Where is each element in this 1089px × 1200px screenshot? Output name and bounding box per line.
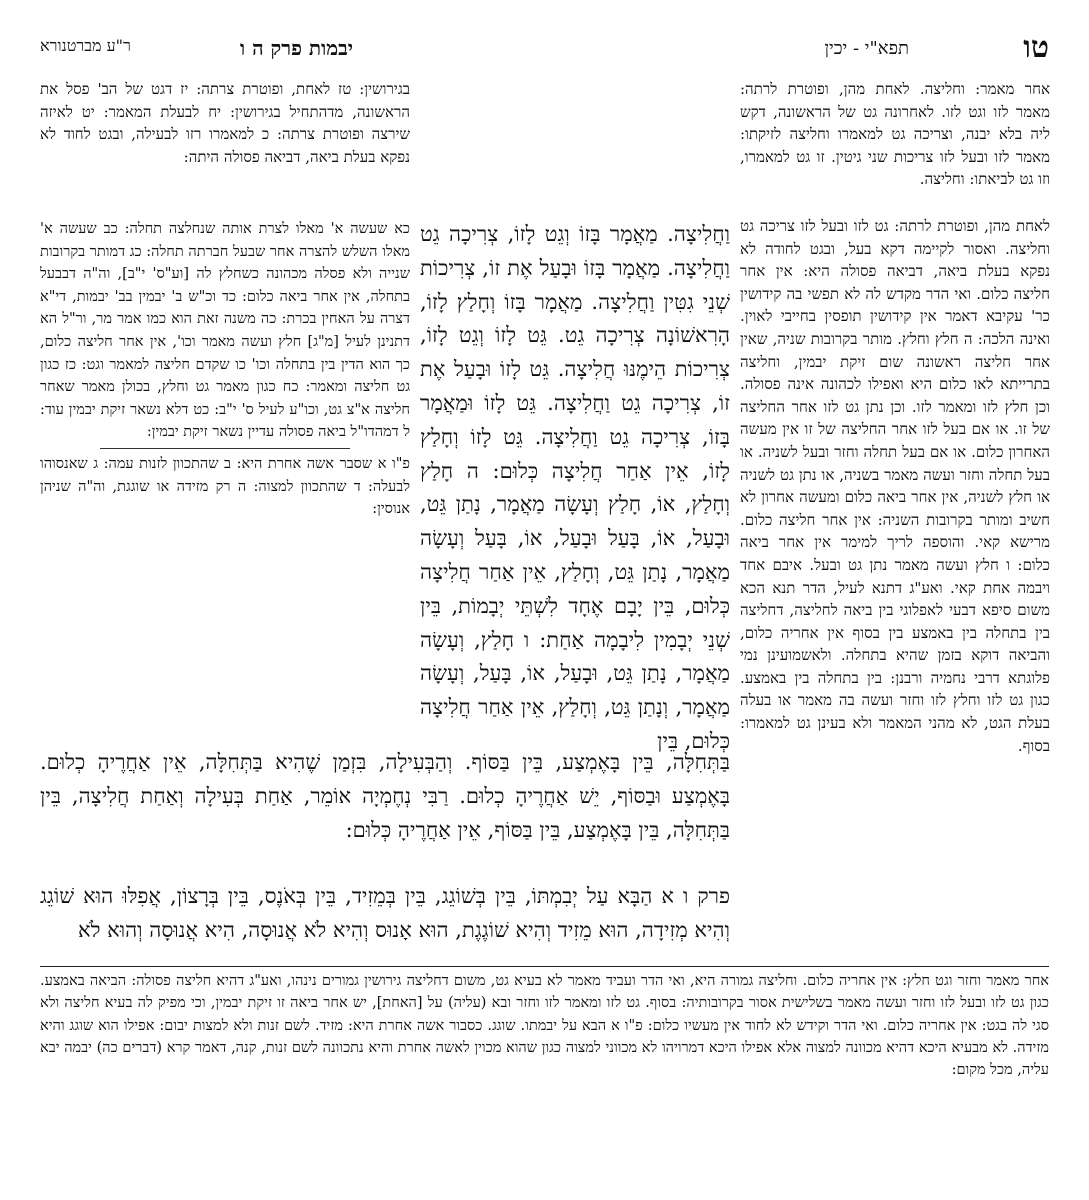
tosafot-top-text: בגירושין: טז לאחת, ופוטרת צרתה: יז דגט של הב' פסל את הראשונה, מדהתחיל בגירושין: יח לבעלת המאמר: יט לאיזה שירצה ופוטרת צרתה: כ למאמרו רזו לבעילה, ובגט לחוד לא נפקא בעלת ביאה, דביאה פסולה היתה: bbox=[40, 80, 410, 166]
tosafot-lower-text bbox=[40, 218, 410, 521]
footer-divider bbox=[40, 966, 1049, 967]
tosafot-yomtov-title: תפא"י - יכין bbox=[824, 38, 909, 59]
bartenura-lower-text: לאחת מהן, ופוטרת לרתה: גט לזו ובעל לזו צריכה גט וחליצה. ואסור לקיימה דקא בעל, ובגט לחודה לא נפקא בעלת ביאה, דביאה פסולה היא: אין אחר חליצה כלום. ואי הדר מקדש לה לא תפשי בה קידושין כר' עקיבא דאמר אין קידושין תופסין בחייבי לאוין. ואינה הלכה: ה חלץ וחלץ. מותר בקרובות שניה, שאין אחר חליצה ראשונה שום זיקת יבמין, וחליצה בתרייתא לאו כלום היא ואפילו לכהונה אינה פסולה. וכן חלץ לזו ומאמר לזו. וכן נתן גט לזו אחר החליצה של זו. או אם בעל לזו אחר החליצה של זו אין מעשה האחרון כלום. או אם בעל תחלה וחזר ובעל לשניה. או בעל תחלה וחזר ועשה מאמר בשניה, או נתן גט לשניה או חלץ לשניה, אין אחר ביאה כלום ומעשה אחרון לא חשיב ומותר בקרובות השניה: אין אחר חליצה כלום. מרישא קאי. והוספה לריך למימר אין אחר ביאה כלום: ו חלץ ועשה מאמר נתן גט ובעל. איבם אחד ויבמה אחת קאי. ואע"ג דתנא לעיל, הדר תנא הכא משום סיפא דבעי לאפלוגי בין ביאה לחליצה, דחליצה בין בתחלה בין באמצע בין בסוף אין אחריה כלום, והביאה דוקא בזמן שהיא בתחלה. ולאשמועינן נמי פלוגתא דרבי נחמיה ורבנן: בין בתחלה בין באמצע. כגון גט לזו וחלץ לזו וחזר ועשה בה מאמר או בעלה בעלת הגט, לא מהני המאמר ולא בעינן גט למאמרו: בסוף. bbox=[740, 217, 1050, 755]
mishnah-text-upper: וַחֲלִיצָה. מַאֲמָר בָּזוֹ וְגֵט לָזוֹ, צְרִיכָה גֵט וַחֲלִיצָה. מַאֲמָר בָּזוֹ וּבָעַל אֶת זוֹ, צְרִיכוֹת שְׁנֵי גִטִּין וַחֲלִיצָה. מַאֲמָר בָּזוֹ וְחָלַץ לָזוֹ, הָרִאשׁוֹנָה צְרִיכָה גֵט. גֵּט לָזוֹ וְגֵט לָזוֹ, צְרִיכוֹת הֵימֶנּוּ חֲלִיצָה. גֵּט לָזוֹ וּבָעַל אֶת זוֹ, צְרִיכָה גֵט וַחֲלִיצָה. גֵּט לָזוֹ וּמַאֲמָר בָּזוֹ, צְרִיכָה גֵט וַחֲלִיצָה. גֵּט לָזוֹ וְחָלַץ לָזוֹ, אֵין אַחַר חֲלִיצָה כְּלוּם: ה חָלַץ וְחָלַץ, אוֹ, חָלַץ וְעָשָׂה מַאֲמָר, נָתַן גֵּט, וּבָעַל, אוֹ, בָּעַל וּבָעַל, אוֹ, בָּעַל וְעָשָׂה מַאֲמָר, נָתַן גֵּט, וְחָלַץ, אֵין אַחַר חֲלִיצָה כְּלוּם, בֵּין יָבָם אֶחָד לִשְׁתֵּי יְבָמוֹת, בֵּין שְׁנֵי יְבָמִין לִיבָמָה אַחַת: ו חָלַץ, וְעָשָׂה מַאֲמָר, נָתַן גֵּט, וּבָעַל, אוֹ, בָּעַל, וְעָשָׂה מַאֲמָר, וְנָתַן גֵּט, וְחָלַץ, אֵין אַחַר חֲלִיצָה כְּלוּם, בֵּין bbox=[420, 222, 730, 753]
bartenura-top-text: אחר מאמר: וחליצה. לאחת מהן, ופוטרת לרתה: מאמר לזו וגט לזו. לאחרונה גט של הראשונה, דקש ליה בלא יבנה, וצריכה גט למאמרו וחליצה לזיקתו: מאמר לזו ובעל לזו צריכות שני גיטין. זו גט למאמרו, וזו גט לביאתו: וחליצה. bbox=[740, 80, 1050, 189]
tosafot-notes: כא שעשה א' מאלו לצרת אותה שנחלצה תחלה: כב שעשה א' מאלו השלש להצרה אחר שבעל חברתה תחלה: כג דמותר בקרובות שנייה ולא פסלה מכהונה כשחלץ לה [וע"ס' י"ב], וה"ה דבבעל בתחלה, אין אחר ביאה כלום: כד וכ"ש ב' יבמין בב' יבמות, די"א דצרה על האחין בכרת: כה משנה זאת הוא כמו אמר מר, ור"ל הא דתנינן לעיל [מ"ג] חלץ ועשה מאמר וכו', אין אחר חליצה כלום, כך הוא הדין בין בתחלה וכו' כו שקדם חליצה למאמר וגט: כז כגון גט חליצה ומאמר: כח כגון מאמר גט וחלץ, בכולן מאמר שאחר חליצה א"צ גט, וכו"ע לעיל ס' י"ב: כט דלא נשאר זיקת יבמין עוד: ל דמהדו"ל ביאה פסולה עדיין נשאר זיקת יבמין: bbox=[40, 221, 410, 441]
tractate-title: יבמות פרק ה ו bbox=[240, 36, 353, 60]
tosafot-perek-notes: פ"ו א שסבר אשה אחרת היא: ב שהתכוון לזנות עמה: ג שאנסוהו לבעלה: ד שהתכוון למצוה: ה רק מזידה או שוגגת, וה"ה שניהן אנוסין: bbox=[40, 455, 410, 518]
page-header bbox=[40, 30, 1049, 70]
page-number: טו bbox=[1023, 30, 1049, 65]
mishnah-perek-six: פרק ו א הַבָּא עַל יְבִמְתּוֹ, בֵּין בְּשׁוֹגֵג, בֵּין בְּמֵזִיד, בֵּין בְּאֹנֶס, בֵּין בְּרָצוֹן, אֲפִלּוּ הוּא שׁוֹגֵג וְהִיא מְזִידָה, הוּא מֵזִיד וְהִיא שׁוֹגֶגֶת, הוּא אָנוּס וְהִיא לֹא אֲנוּסָה, הִיא אֲנוּסָה וְהוּא לֹא bbox=[40, 884, 730, 942]
tosafot-divider bbox=[100, 448, 350, 449]
bartenura-footer-text: אחר מאמר וחזר וגט חלץ: אין אחריה כלום. וחליצה גמורה היא, ואי הדר ועביד מאמר לא בעיא גט, משום דחליצה גירושין גמורים נינהו, ואע"ג דהיא חליצה פסולה: הביאה באמצע. כגון גט לזו ובעל לזו וחזר ועשה מאמר בשלישית אסור בקרובותיה: בסוף. גט לזו ומאמר לזו וחזר ובא (עליה) על [האחת], יש אחר ביאה זו זיקת יבמין, וכי מפיק לה בעיא חליצה ולא סגי לה בגט: אין אחריה כלום. ואי הדר וקידש לא לחוד אין מעשיו כלום: פ"ו א הבא על יבמתו. שוגג. כסבור אשה אחרת היא: מזיד. לשם זנות ולא למצות יבום: אפילו הוא שוגג והיא מזידה. לא מבעיא היכא דהיא מכוונה למצוה אלא אפילו היכא דמרויהו לא מכווני למצוה כגון שהוא מכוין לאשה אחרת והיא נתכוונה לשם זנות, קנה, דאמר קרא (דברים כה) יבמה יבא עליה, מכל מקום: bbox=[40, 973, 1049, 1079]
commentator-title: ר"ע מברטנורא bbox=[40, 36, 131, 55]
mishnah-text-wide: בַּתְּחִלָּה, בֵּין בָּאֶמְצַע, בֵּין בַּסּוֹף. וְהַבְּעִילָה, בִּזְמַן שֶׁהִיא בַּתְּחִלָּה, אֵין אַחֲרֶיהָ כְלוּם. בָּאֶמְצַע וּבַסּוֹף, יֵשׁ אַחֲרֶיהָ כְלוּם. רַבִּי נְחֶמְיָה אוֹמֵר, אַחַת בְּעִילָה וְאַחַת חֲלִיצָה, בֵּין בַּתְּחִלָּה, בֵּין בָּאֶמְצַע, בֵּין בַּסּוֹף, אֵין אַחֲרֶיהָ כְּלוּם: bbox=[40, 750, 730, 842]
